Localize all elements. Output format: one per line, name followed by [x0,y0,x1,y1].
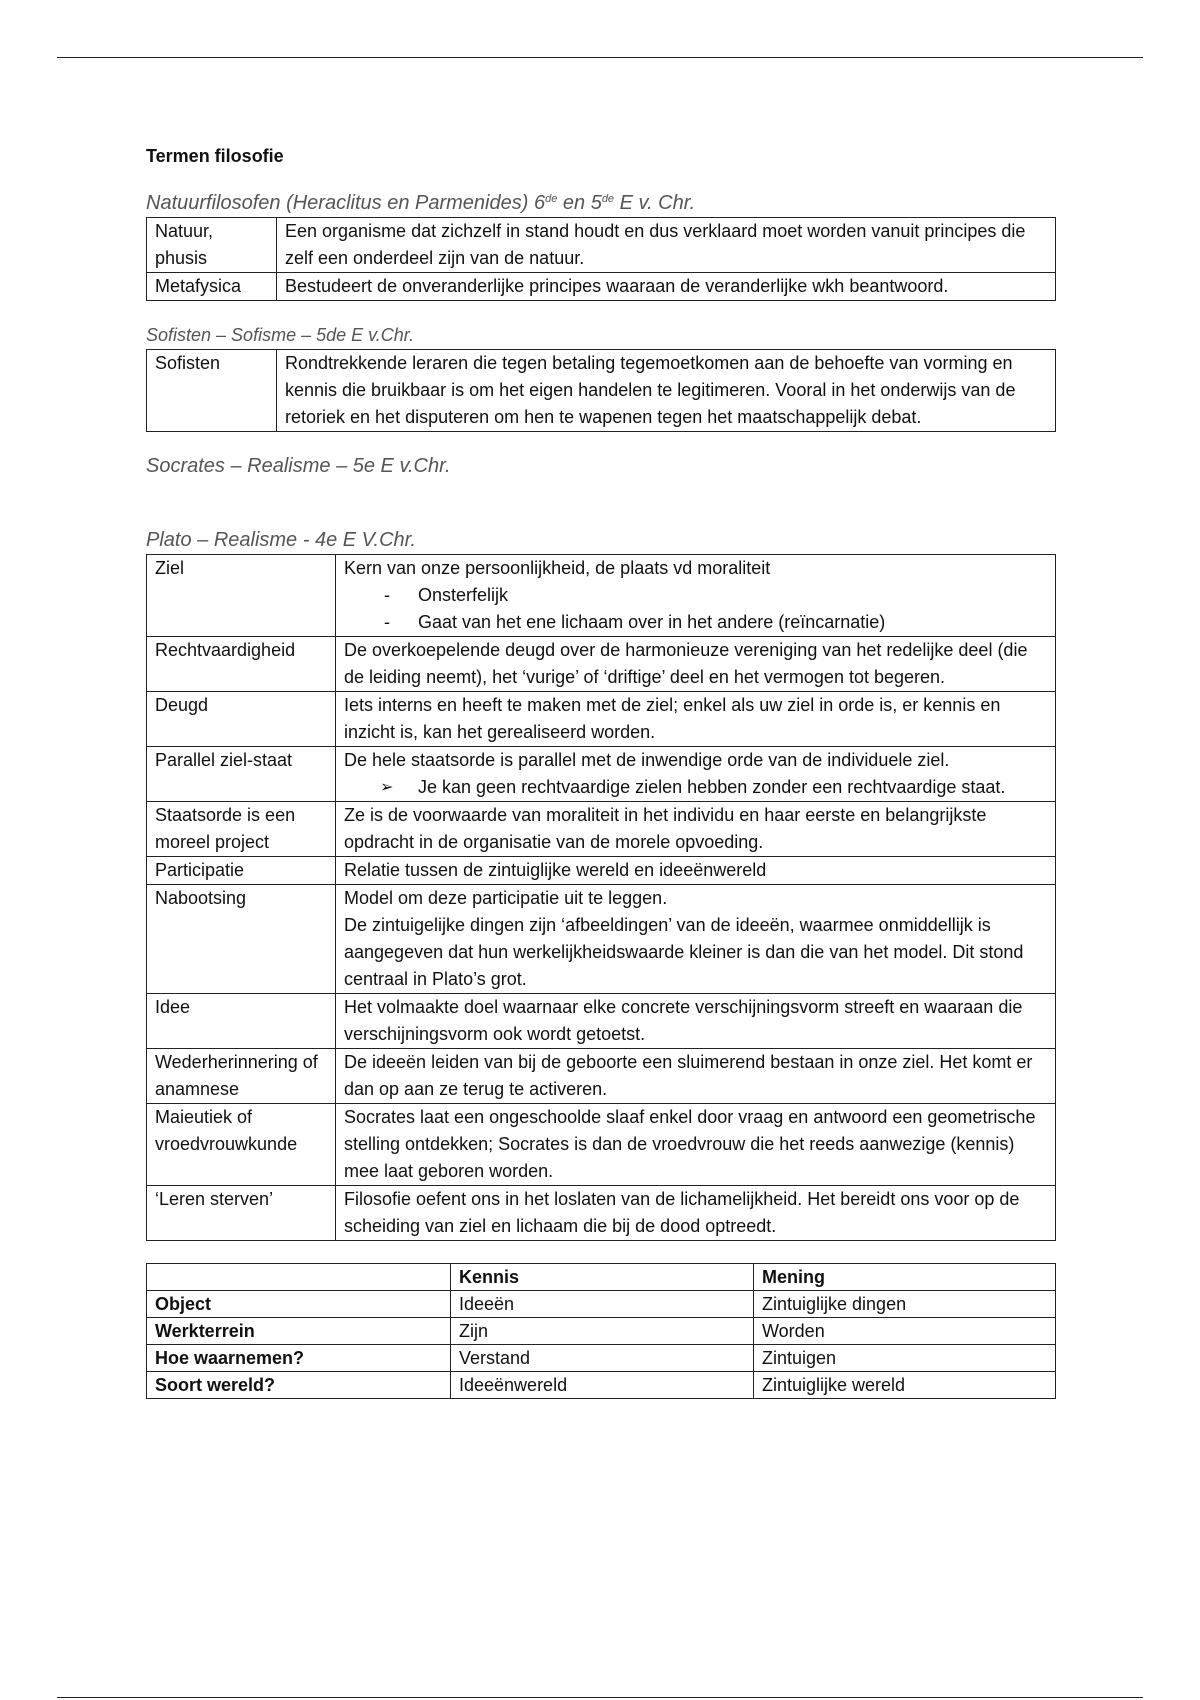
table-cell: Zijn [451,1318,754,1345]
section-heading-plato: Plato – Realisme - 4e E V.Chr. [146,529,417,551]
table-row [147,350,1056,432]
table-cell: Verstand [451,1345,754,1372]
term-cell: ‘Leren sterven’ [147,1186,336,1241]
table-cell: Zintuiglijke wereld [754,1372,1056,1399]
term-cell: Sofisten [147,350,277,432]
table-header-row [147,1264,1056,1291]
row-label: Hoe waarnemen? [147,1345,451,1372]
definition-cell: Iets interns en heeft te maken met de ziel; enkel als uw ziel in orde is, er kennis en inzicht is, kan het gerealiseerd worden. [336,692,1056,747]
table-row [147,802,1056,857]
definition-cell: Rondtrekkende leraren die tegen betaling tegemoetkomen aan de behoefte van vorming en kennis die bruikbaar is om het eigen handelen te legitimeren. Vooral in het onderwijs van de retoriek en het disputeren om hen te wapenen tegen het maatschappelijk debat. [277,350,1056,432]
definition-cell: Socrates laat een ongeschoolde slaaf enkel door vraag en antwoord een geometrische stelling ontdekken; Socrates is dan de vroedvrouw die het reeds aanwezige (kennis) mee laat geboren worden. [336,1104,1056,1186]
definition-cell: De overkoepelende deugd over de harmonieuze vereniging van het redelijke deel (die de leiding neemt), het ‘vurige’ of ‘driftige’ deel en het vermogen tot begeren. [336,637,1056,692]
table-row [147,692,1056,747]
table-row [147,1291,1056,1318]
definition-text: Model om deze participatie uit te leggen. [344,888,668,908]
footer-rule [57,1697,1143,1698]
table-row [147,747,1056,802]
table-row [147,885,1056,994]
definition-cell: Het volmaakte doel waarnaar elke concrete verschijningsvorm streeft en waaraan die verschijningsvorm ook wordt getoetst. [336,994,1056,1049]
term-cell: Nabootsing [147,885,336,994]
definition-cell: Relatie tussen de zintuiglijke wereld en ideeënwereld [336,857,1056,885]
header-cell-mening: Mening [754,1264,1056,1291]
terms-table-plato [146,554,1056,1241]
header-rule [57,57,1143,58]
table-row [147,555,1056,637]
term-cell: Natuur, phusis [147,218,277,273]
arrow-list [344,774,1047,801]
definition-cell: Bestudeert de onveranderlijke principes waaraan de veranderlijke wkh beantwoord. [277,273,1056,301]
term-cell: Wederherinnering of anamnese [147,1049,336,1104]
row-label: Werkterrein [147,1318,451,1345]
table-row [147,1372,1056,1399]
term-cell: Ziel [147,555,336,637]
table-row [147,1104,1056,1186]
table-row [147,994,1056,1049]
term-cell: Metafysica [147,273,277,301]
definition-text: De hele staatsorde is parallel met de inwendige orde van de individuele ziel. [344,750,950,770]
section-heading-sofisten: Sofisten – Sofisme – 5de E v.Chr. [146,325,415,345]
table-cell: Worden [754,1318,1056,1345]
comparison-table [146,1263,1056,1399]
table-row [147,1049,1056,1104]
section-heading-natuurfilosofen: Natuurfilosofen (Heraclitus en Parmenides) 6de en 5de E v. Chr. [146,192,696,214]
term-cell: Idee [147,994,336,1049]
definition-text: De zintuigelijke dingen zijn ‘afbeeldingen’ van de ideeën, waarmee onmiddellijk is aangegeven dat hun werkelijkheidswaarde kleiner is dan die van het model. Dit stond centraal in Plato’s grot. [344,915,1024,989]
table-cell: Zintuigen [754,1345,1056,1372]
table-row [147,1186,1056,1241]
definition-cell: De ideeën leiden van bij de geboorte een sluimerend bestaan in onze ziel. Het komt er dan op aan ze terug te activeren. [336,1049,1056,1104]
term-cell: Parallel ziel-staat [147,747,336,802]
header-cell-kennis: Kennis [451,1264,754,1291]
table-row [147,1345,1056,1372]
row-label: Object [147,1291,451,1318]
definition-cell [336,747,1056,802]
table-row [147,273,1056,301]
table-row [147,857,1056,885]
table-cell: Ideeënwereld [451,1372,754,1399]
list-item: ➢ Je kan geen rechtvaardige zielen hebben zonder een rechtvaardige staat. [384,774,1047,801]
table-row [147,1318,1056,1345]
term-cell: Deugd [147,692,336,747]
table-cell: Zintuiglijke dingen [754,1291,1056,1318]
term-cell: Rechtvaardigheid [147,637,336,692]
table-row [147,218,1056,273]
bullet-list [344,582,1047,636]
terms-table-sofisten [146,349,1056,432]
definition-cell [336,885,1056,994]
definition-cell: Ze is de voorwaarde van moraliteit in het individu en haar eerste en belangrijkste opdracht in de organisatie van de morele opvoeding. [336,802,1056,857]
header-cell [147,1264,451,1291]
table-row [147,637,1056,692]
list-item: - Gaat van het ene lichaam over in het andere (reïncarnatie) [384,609,1047,636]
document-title: Termen filosofie [146,146,284,166]
section-heading-socrates: Socrates – Realisme – 5e E v.Chr. [146,455,451,477]
row-label: Soort wereld? [147,1372,451,1399]
terms-table-natuurfilosofen [146,217,1056,301]
definition-cell [336,555,1056,637]
definition-text: Kern van onze persoonlijkheid, de plaats vd moraliteit [344,558,771,578]
term-cell: Maieutiek of vroedvrouwkunde [147,1104,336,1186]
definition-cell: Een organisme dat zichzelf in stand houdt en dus verklaard moet worden vanuit principes die zelf een onderdeel zijn van de natuur. [277,218,1056,273]
term-cell: Participatie [147,857,336,885]
term-cell: Staatsorde is een moreel project [147,802,336,857]
document-body [146,146,1056,1399]
table-cell: Ideeën [451,1291,754,1318]
definition-cell: Filosofie oefent ons in het loslaten van de lichamelijkheid. Het bereidt ons voor op de scheiding van ziel en lichaam die bij de dood optreedt. [336,1186,1056,1241]
list-item: - Onsterfelijk [384,582,1047,609]
